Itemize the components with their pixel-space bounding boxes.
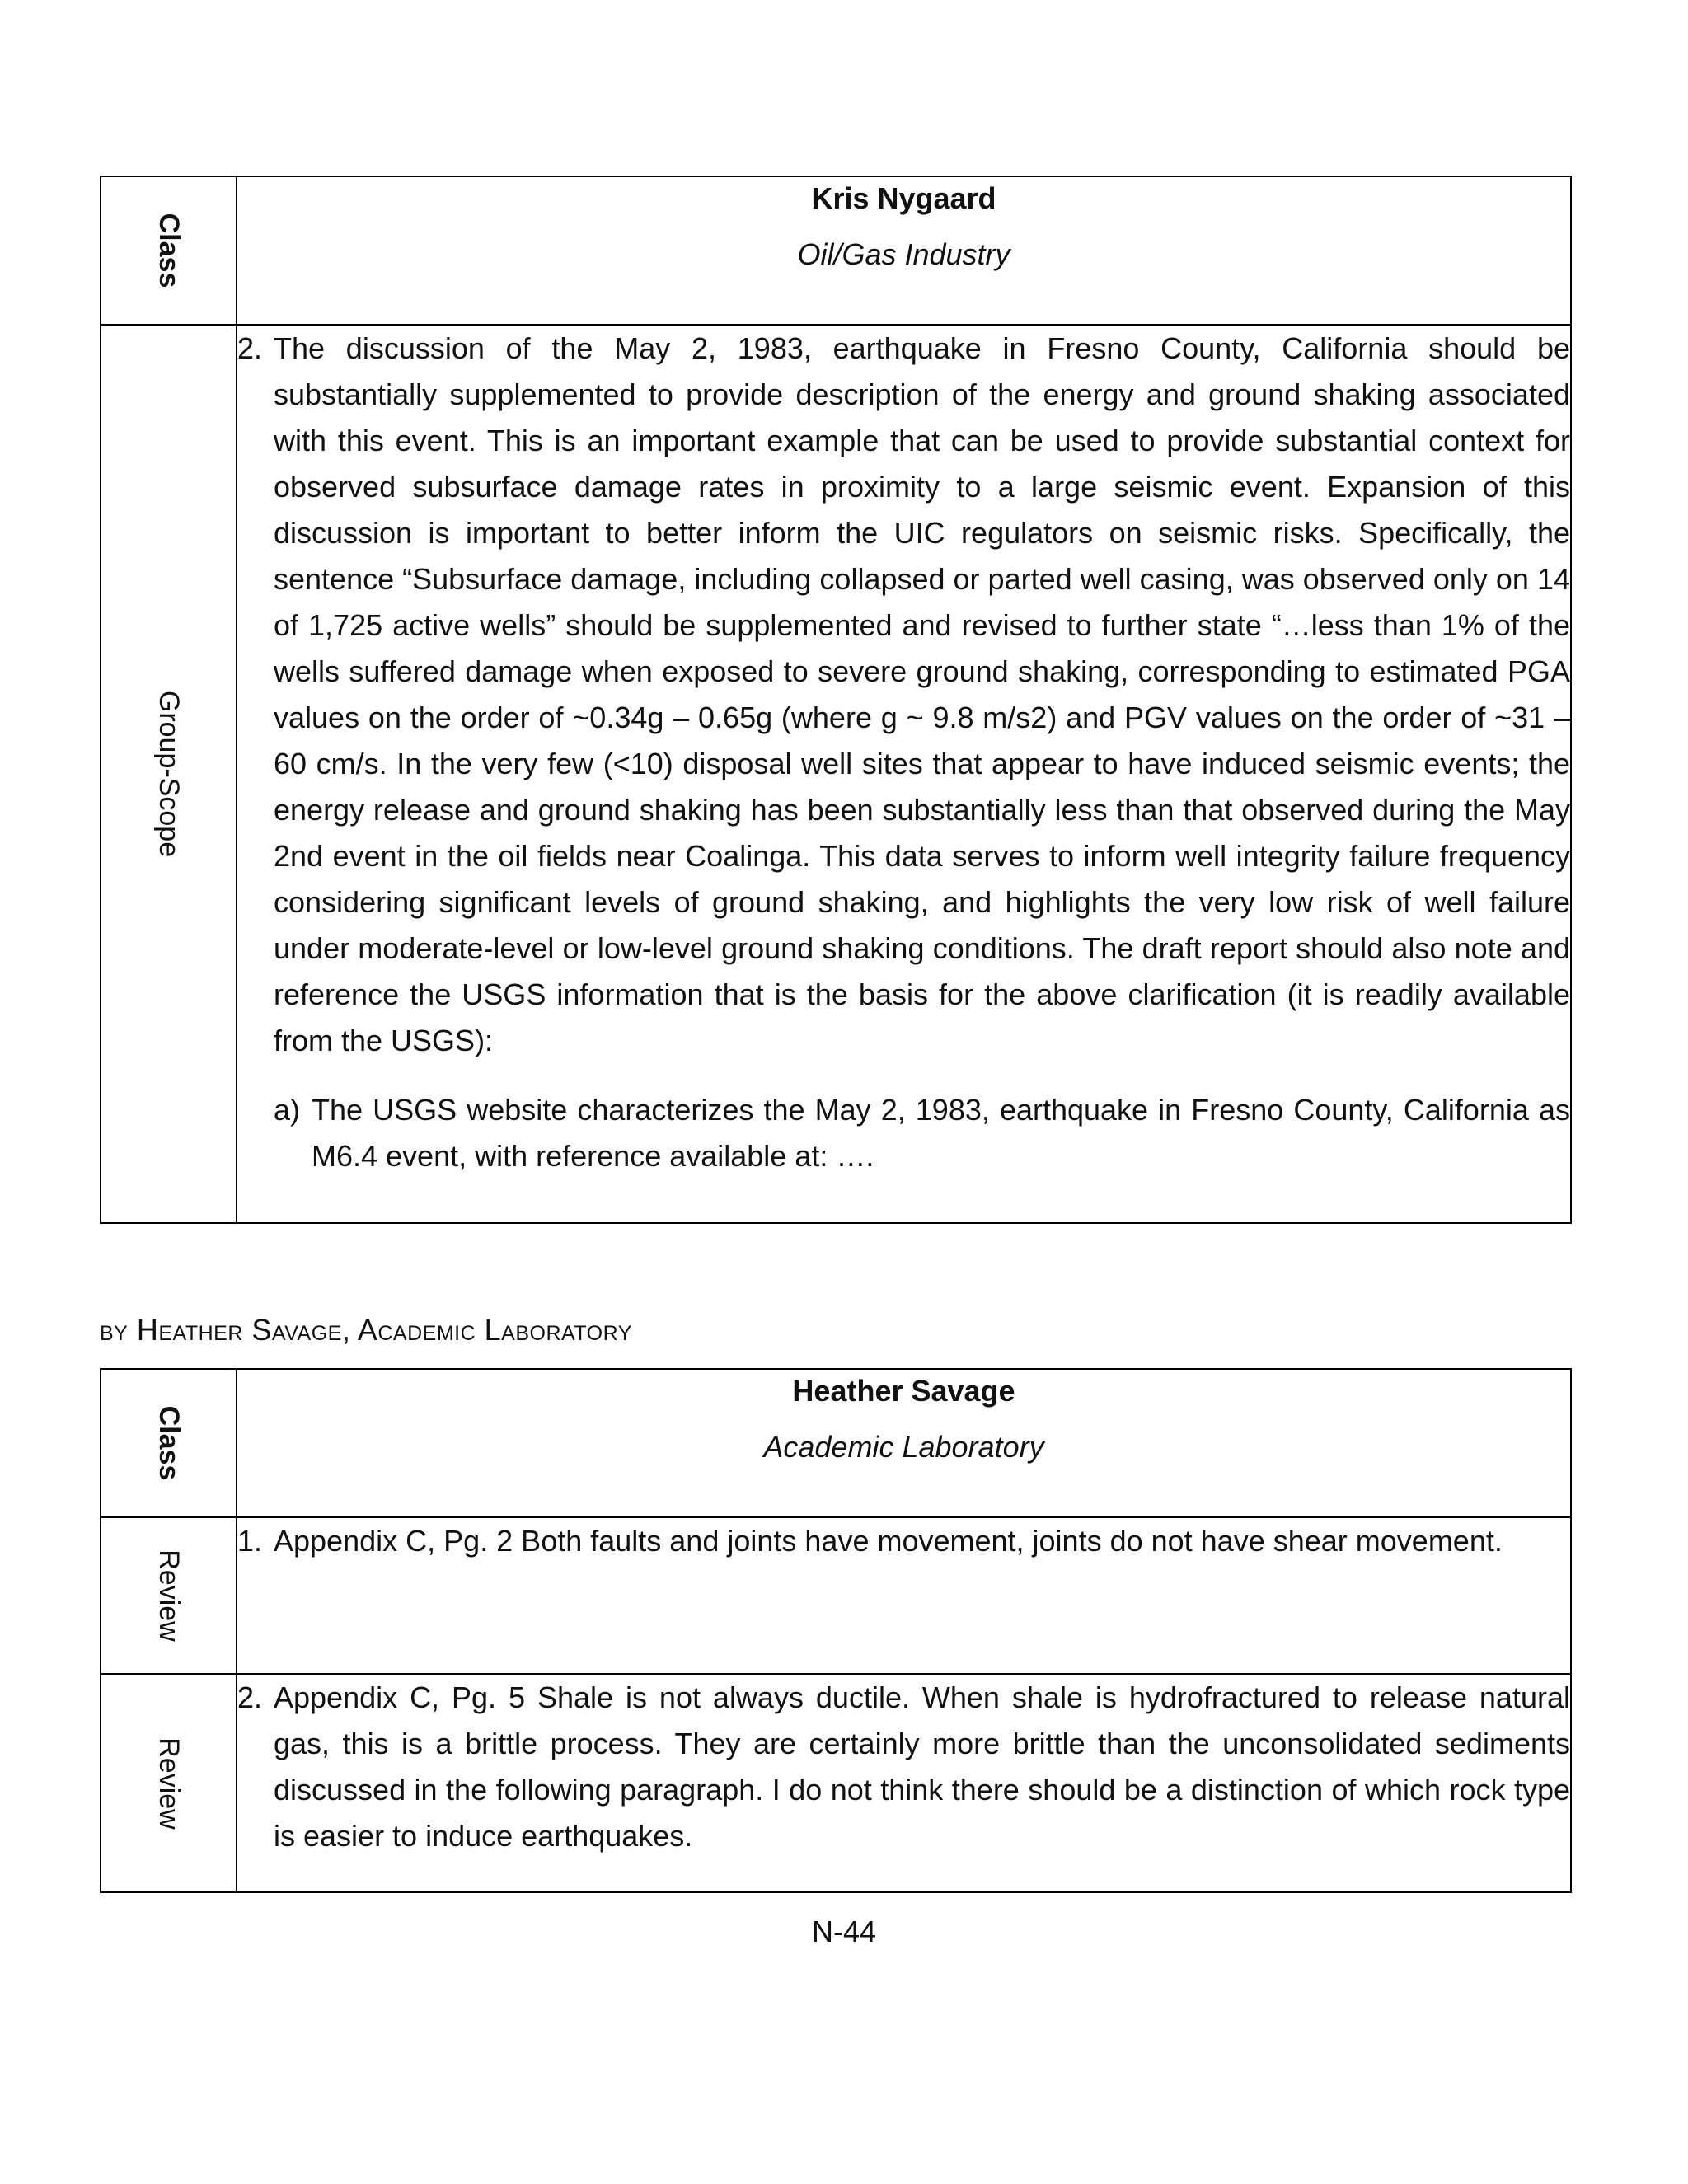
row-label: Review — [152, 1736, 185, 1830]
sub-item-letter: a) — [274, 1093, 301, 1127]
class-cell — [101, 1369, 237, 1517]
item-text: Appendix C, Pg. 5 Shale is not always ductile. When shale is hydrofractured to release natural gas, this is a brittle process. They are certainly more brittle than the unconsolidated sediments discussed in the following paragraph. I do not think there should be a distinction of which rock type is easier to induce earthquakes. — [274, 1680, 1570, 1853]
sub-item-text: The USGS website characterizes the May 2, 1983, earthquake in Fresno County, California as M6.4 event, with reference available at: …. — [312, 1093, 1570, 1173]
row-label-cell — [101, 1517, 237, 1674]
comment-table-nygaard — [100, 176, 1572, 1224]
class-label: Class — [152, 1405, 185, 1481]
comment-item — [237, 1518, 1570, 1564]
row-label: Review — [152, 1549, 185, 1642]
comment-cell — [237, 325, 1571, 1223]
row-label-cell — [101, 325, 237, 1223]
table-row — [101, 1517, 1571, 1674]
commenter-name: Kris Nygaard — [811, 181, 996, 215]
table-header-row — [101, 176, 1571, 325]
table-header-row — [101, 1369, 1571, 1517]
table-row — [101, 1674, 1571, 1892]
item-text: The discussion of the May 2, 1983, earthquake in Fresno County, California should be substantially supplemented to provide description of the energy and ground shaking associated with this event. This is an important example that can be used to provide substantial context for observed subsurface damage rates in proximity to a large seismic event. Expansion of this discussion is important to better inform the UIC regulators on seismic risks. Specifically, the sentence “Subsurface damage, including collapsed or parted well casing, was observed only on 14 of 1,725 active wells” should be supplemented and revised to further state “…less than 1% of the wells suffered damage when exposed to severe ground shaking, corresponding to estimated PGA values on the order of ~0.34g – 0.65g (where g ~ 9.8 m/s2) and PGV values on the order of ~31 – 60 cm/s. In the very few (<10) disposal well sites that appear to have induced seismic events; the energy release and ground shaking has been substantially less than that observed during the May 2nd event in the oil fields near Coalinga. This data serves to inform well integrity failure frequency considering significant levels of ground shaking, and highlights the very low risk of well failure under moderate-level or low-level ground shaking conditions. The draft report should also note and reference the USGS information that is the basis for the above clarification (it is readily available from the USGS): — [274, 331, 1570, 1057]
comment-item — [237, 1675, 1570, 1859]
comment-item — [237, 326, 1570, 1064]
comment-cell — [237, 1517, 1571, 1674]
comment-sub-item — [274, 1087, 1570, 1179]
commenter-org: Oil/Gas Industry — [797, 237, 1010, 271]
item-number: 2. — [237, 331, 263, 365]
commenter-org: Academic Laboratory — [763, 1430, 1044, 1464]
section-heading: by Heather Savage, Academic Laboratory — [100, 1313, 632, 1347]
comment-cell — [237, 1674, 1571, 1892]
class-cell — [101, 176, 237, 325]
commenter-header — [237, 176, 1571, 325]
commenter-name: Heather Savage — [792, 1374, 1015, 1408]
page-number: N-44 — [811, 1915, 877, 1948]
class-label: Class — [152, 213, 185, 288]
item-number: 1. — [237, 1524, 263, 1558]
comment-table-savage — [100, 1368, 1572, 1893]
commenter-header — [237, 1369, 1571, 1517]
item-text: Appendix C, Pg. 2 Both faults and joints have movement, joints do not have shear movement. — [274, 1524, 1503, 1558]
row-label: Group-Scope — [152, 690, 185, 858]
item-number: 2. — [237, 1680, 263, 1714]
table-row — [101, 325, 1571, 1223]
row-label-cell — [101, 1674, 237, 1892]
